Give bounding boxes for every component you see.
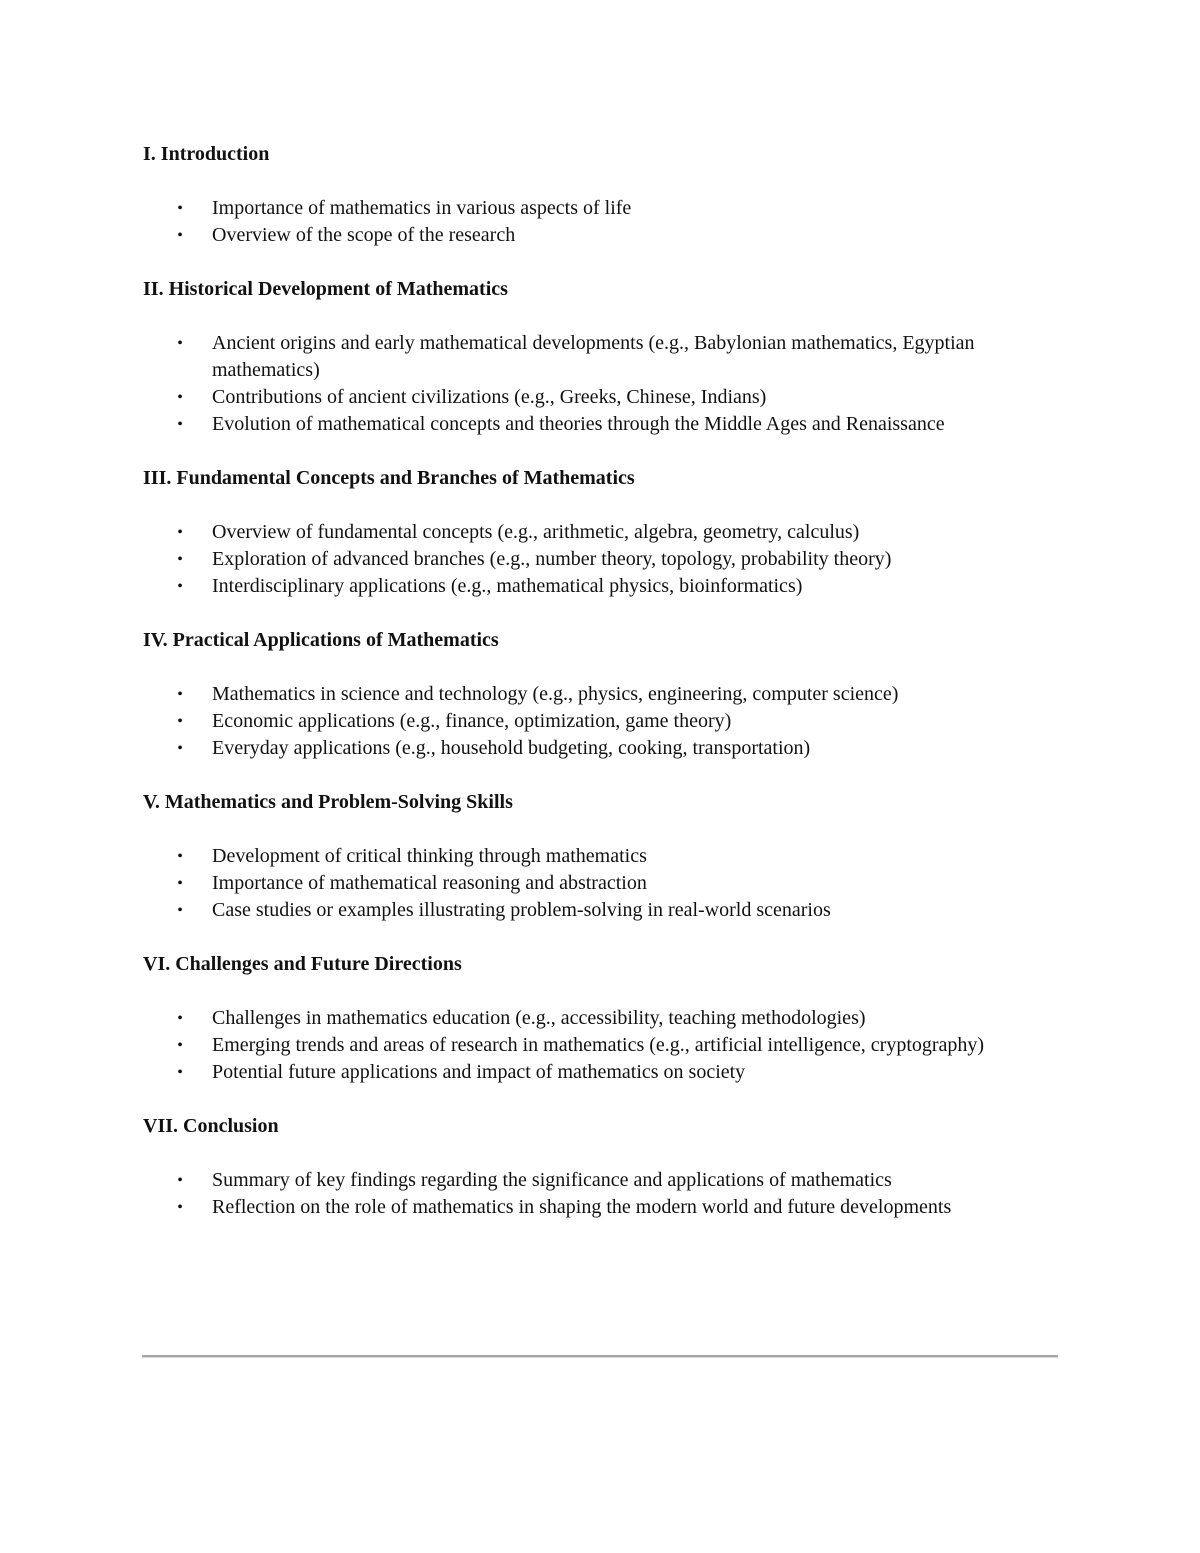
horizontal-rule bbox=[142, 1355, 1058, 1358]
list-item-text: Evolution of mathematical concepts and theories through the Middle Ages and Renaissance bbox=[212, 413, 945, 435]
section-heading: VI. Challenges and Future Directions bbox=[143, 953, 462, 975]
bullet-icon: • bbox=[177, 335, 183, 352]
list-item bbox=[143, 411, 1043, 438]
list-item-text: Summary of key findings regarding the significance and applications of mathematics bbox=[212, 1169, 892, 1191]
bullet-list bbox=[143, 330, 1043, 438]
section-heading: IV. Practical Applications of Mathematics bbox=[143, 629, 499, 651]
list-item-text: Potential future applications and impact of mathematics on society bbox=[212, 1061, 746, 1083]
section-practical-applications bbox=[143, 627, 1043, 762]
section-heading: III. Fundamental Concepts and Branches of Mathematics bbox=[143, 467, 635, 489]
section-problem-solving bbox=[143, 789, 1043, 924]
list-item bbox=[143, 1059, 1043, 1086]
bullet-list bbox=[143, 681, 1043, 762]
section-fundamental-concepts bbox=[143, 465, 1043, 600]
list-item bbox=[143, 222, 1043, 249]
list-item bbox=[143, 1194, 1043, 1221]
bullet-icon: • bbox=[177, 1037, 183, 1054]
list-item bbox=[143, 573, 1043, 600]
bullet-list bbox=[143, 519, 1043, 600]
section-historical-development bbox=[143, 276, 1043, 438]
list-item-text: Overview of fundamental concepts (e.g., arithmetic, algebra, geometry, calculus) bbox=[212, 521, 860, 543]
bullet-icon: • bbox=[177, 200, 183, 217]
bullet-list bbox=[143, 195, 1043, 249]
section-heading: VII. Conclusion bbox=[143, 1115, 279, 1137]
list-item bbox=[143, 1167, 1043, 1194]
list-item-text: Overview of the scope of the research bbox=[212, 224, 516, 246]
bullet-list bbox=[143, 1005, 1043, 1086]
list-item-text: Mathematics in science and technology (e.g., physics, engineering, computer science) bbox=[212, 683, 899, 705]
list-item-text: Economic applications (e.g., finance, optimization, game theory) bbox=[212, 710, 732, 732]
list-item-text: Case studies or examples illustrating problem-solving in real-world scenarios bbox=[212, 899, 831, 921]
list-item bbox=[143, 519, 1043, 546]
list-item-text: Ancient origins and early mathematical developments (e.g., Babylonian mathematics, Egyptian mathematics) bbox=[212, 332, 975, 381]
section-heading: V. Mathematics and Problem-Solving Skills bbox=[143, 791, 513, 813]
bullet-icon: • bbox=[177, 551, 183, 568]
bullet-icon: • bbox=[177, 578, 183, 595]
section-heading: II. Historical Development of Mathematics bbox=[143, 278, 508, 300]
section-heading: I. Introduction bbox=[143, 143, 270, 165]
list-item-text: Everyday applications (e.g., household budgeting, cooking, transportation) bbox=[212, 737, 811, 759]
bullet-icon: • bbox=[177, 389, 183, 406]
list-item bbox=[143, 330, 1043, 384]
bullet-list bbox=[143, 843, 1043, 924]
bullet-icon: • bbox=[177, 1172, 183, 1189]
list-item-text: Development of critical thinking through mathematics bbox=[212, 845, 647, 867]
list-item-text: Contributions of ancient civilizations (e.g., Greeks, Chinese, Indians) bbox=[212, 386, 767, 408]
list-item bbox=[143, 1005, 1043, 1032]
list-item bbox=[143, 384, 1043, 411]
outline bbox=[143, 141, 1043, 1248]
bullet-icon: • bbox=[177, 713, 183, 730]
bullet-icon: • bbox=[177, 416, 183, 433]
list-item bbox=[143, 195, 1043, 222]
section-introduction bbox=[143, 141, 1043, 249]
bullet-icon: • bbox=[177, 686, 183, 703]
list-item bbox=[143, 546, 1043, 573]
list-item bbox=[143, 870, 1043, 897]
bullet-icon: • bbox=[177, 740, 183, 757]
list-item-text: Challenges in mathematics education (e.g., accessibility, teaching methodologies) bbox=[212, 1007, 866, 1029]
section-challenges bbox=[143, 951, 1043, 1086]
bullet-icon: • bbox=[177, 875, 183, 892]
bullet-icon: • bbox=[177, 1199, 183, 1216]
list-item-text: Interdisciplinary applications (e.g., mathematical physics, bioinformatics) bbox=[212, 575, 803, 597]
list-item bbox=[143, 897, 1043, 924]
bullet-icon: • bbox=[177, 848, 183, 865]
list-item-text: Importance of mathematical reasoning and abstraction bbox=[212, 872, 647, 894]
list-item-text: Importance of mathematics in various aspects of life bbox=[212, 197, 632, 219]
list-item bbox=[143, 681, 1043, 708]
bullet-icon: • bbox=[177, 227, 183, 244]
bullet-icon: • bbox=[177, 524, 183, 541]
bullet-icon: • bbox=[177, 1064, 183, 1081]
list-item bbox=[143, 1032, 1043, 1059]
section-conclusion bbox=[143, 1113, 1043, 1221]
bullet-icon: • bbox=[177, 902, 183, 919]
list-item-text: Reflection on the role of mathematics in shaping the modern world and future developments bbox=[212, 1196, 952, 1218]
list-item bbox=[143, 735, 1043, 762]
list-item bbox=[143, 708, 1043, 735]
list-item-text: Emerging trends and areas of research in mathematics (e.g., artificial intelligence, cryptography) bbox=[212, 1034, 985, 1056]
list-item bbox=[143, 843, 1043, 870]
list-item-text: Exploration of advanced branches (e.g., number theory, topology, probability theory) bbox=[212, 548, 892, 570]
bullet-icon: • bbox=[177, 1010, 183, 1027]
bullet-list bbox=[143, 1167, 1043, 1221]
